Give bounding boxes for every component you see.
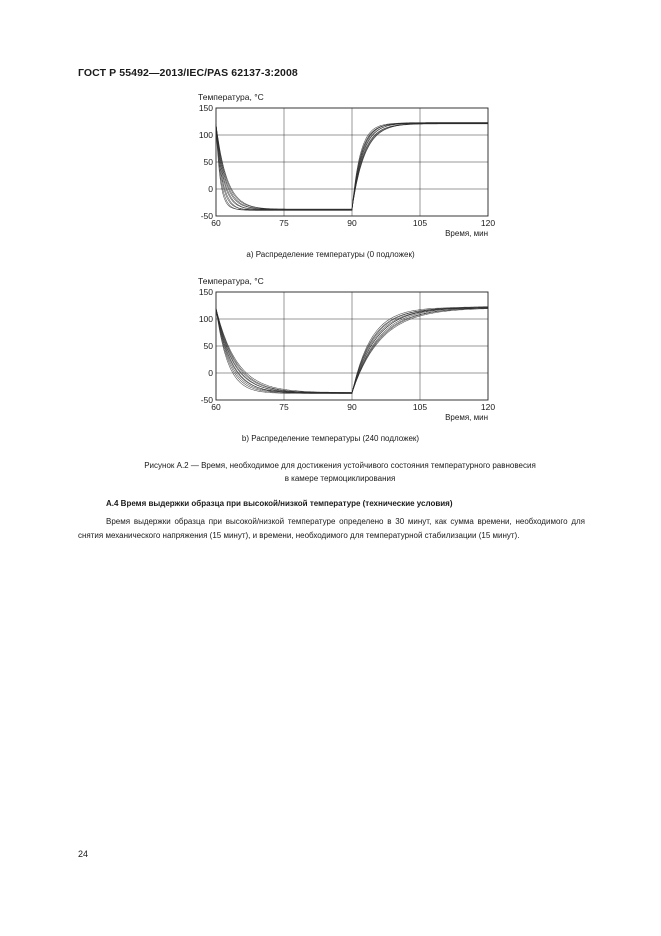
y-tick-label: 50 [203,157,213,167]
chart-b-caption: b) Распределение температуры (240 подложек) [241,434,420,443]
y-tick-label: 100 [198,130,213,140]
x-axis-label: Время, мин [445,229,488,238]
chart-b [178,272,498,422]
y-tick-label: -50 [200,395,213,405]
y-tick-label: 150 [198,103,213,113]
y-axis-label: Температура, °С [198,276,264,286]
chart-a [178,88,498,238]
x-axis-label: Время, мин [445,413,488,422]
y-tick-label: 0 [208,368,213,378]
section-paragraph: Время выдержки образца при высокой/низкой температуре определено в 30 минут, как сумма времени, необходимого для снятия механического напряжения (15 минут), и времени, необходимого для температурной стабилизации (15 минут). [78,517,585,540]
chart-a-caption: а) Распределение температуры (0 подложек) [246,250,415,259]
x-tick-label: 60 [211,402,221,412]
figure-caption [80,459,600,485]
figure-caption-line2: в камере термоциклирования [284,474,396,483]
x-tick-label: 120 [480,218,496,228]
y-axis-label: Температура, °С [198,92,264,102]
y-tick-label: -50 [200,211,213,221]
page-number: 24 [78,849,89,859]
x-tick-label: 75 [279,218,289,228]
x-tick-label: 75 [279,402,289,412]
x-tick-label: 90 [347,402,357,412]
x-tick-label: 120 [480,402,496,412]
x-tick-label: 90 [347,218,357,228]
chart-a-svg [178,88,498,240]
y-tick-label: 150 [198,287,213,297]
x-tick-label: 105 [412,218,428,228]
document-header: ГОСТ Р 55492—2013/IEC/PAS 62137-3:2008 [78,67,298,79]
y-tick-label: 100 [198,314,213,324]
x-tick-label: 60 [211,218,221,228]
y-tick-label: 0 [208,184,213,194]
section-title: А.4 Время выдержки образца при высокой/низкой температуре (технические условия) [106,499,453,508]
figure-caption-line1: Рисунок А.2 — Время, необходимое для достижения устойчивого состояния температурного равновесия [144,461,536,470]
x-tick-label: 105 [412,402,428,412]
y-tick-label: 50 [203,341,213,351]
chart-b-svg [178,272,498,424]
